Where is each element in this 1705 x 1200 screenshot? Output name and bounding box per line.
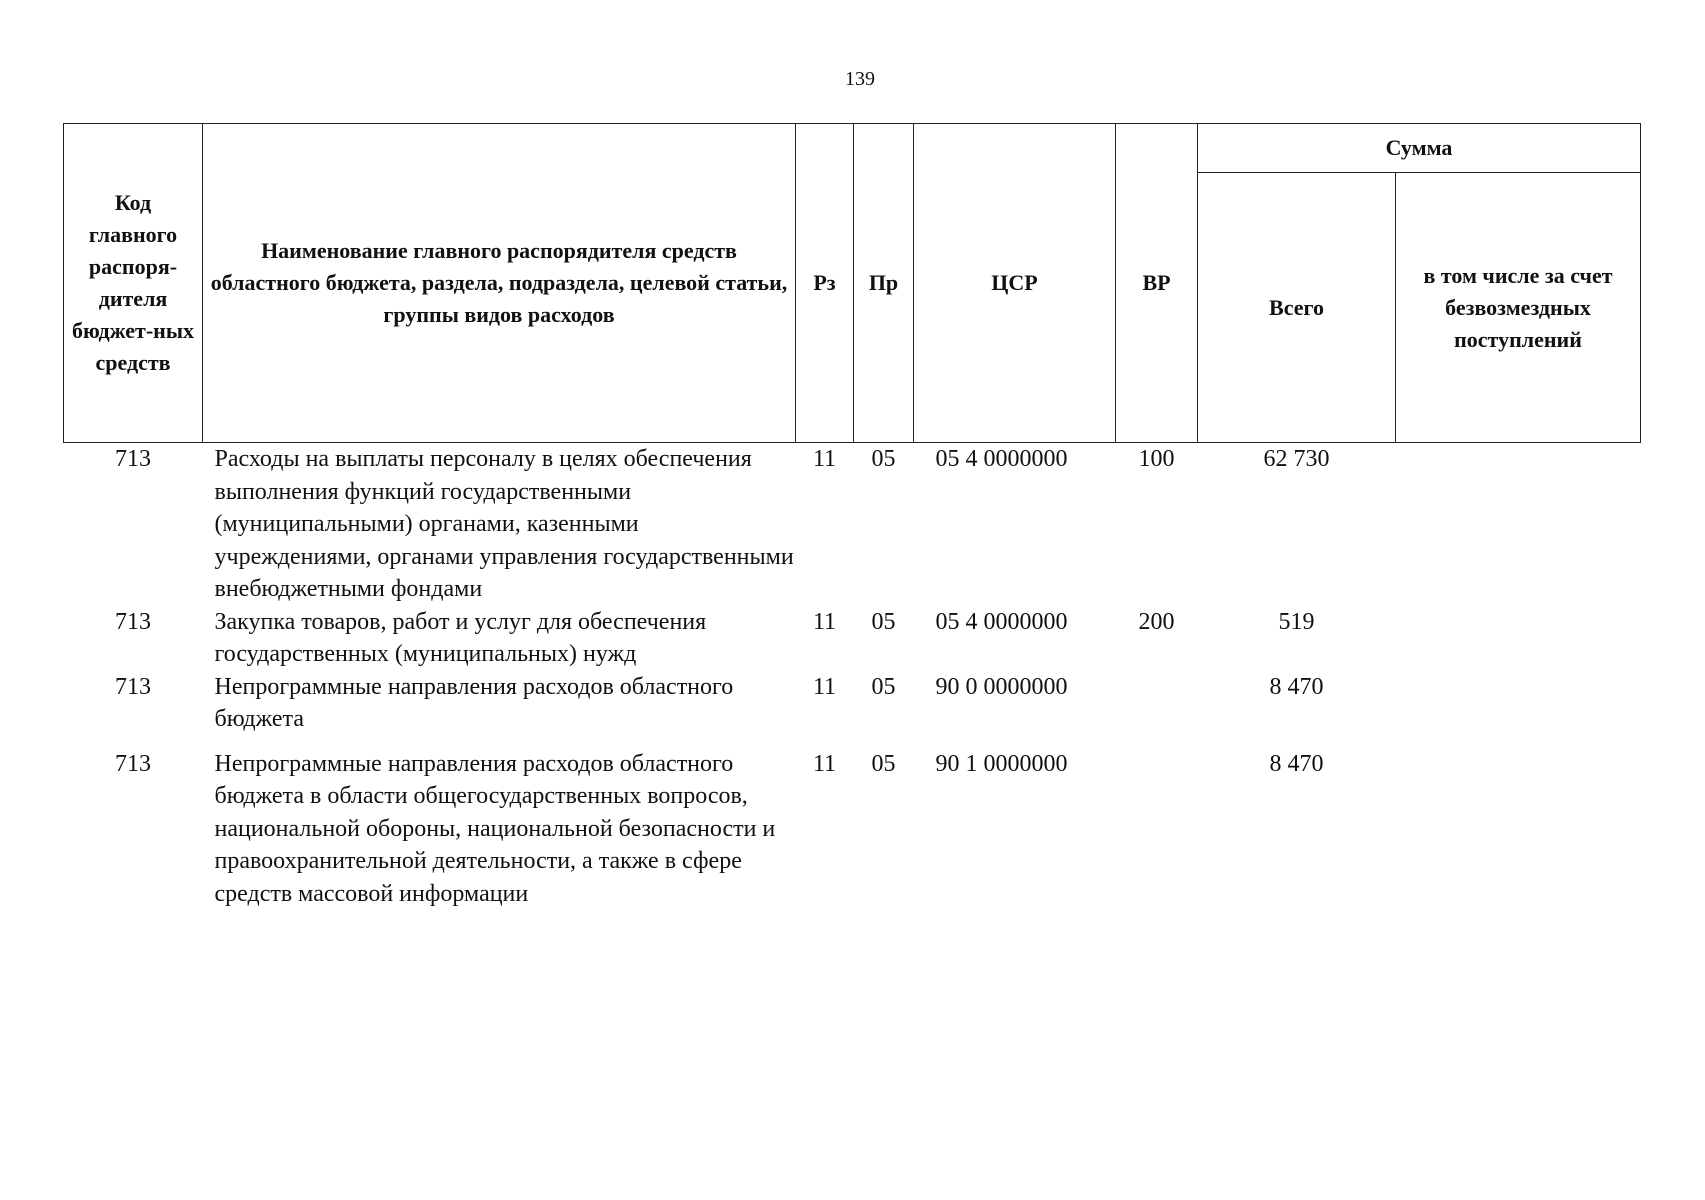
table-header <box>64 124 1641 443</box>
header-rz: Рз <box>796 124 854 443</box>
cell-rz: 11 <box>812 750 837 777</box>
cell-incl <box>1396 443 1641 606</box>
cell-vr: 100 <box>1138 446 1175 472</box>
table-row <box>64 443 1641 606</box>
cell-incl <box>1396 736 1641 911</box>
cell-vr <box>1116 671 1198 736</box>
cell-vr <box>1116 736 1198 911</box>
header-total: Всего <box>1198 173 1396 443</box>
header-name: Наименование главного распорядителя средств областного бюджета, раздела, подраздела, целевой статьи, группы видов расходов <box>203 124 796 443</box>
cell-total: 8 470 <box>1269 750 1324 777</box>
cell-name: Закупка товаров, работ и услуг для обеспечения государственных (муниципальных) нужд <box>214 608 707 667</box>
table-row <box>64 671 1641 736</box>
cell-code: 713 <box>115 608 151 635</box>
header-incl: в том числе за счет безвозмездных поступлений <box>1396 173 1641 443</box>
cell-rz: 11 <box>812 673 837 700</box>
cell-rz: 11 <box>812 608 837 635</box>
cell-incl <box>1396 606 1641 671</box>
header-pr: Пр <box>854 124 914 443</box>
cell-incl <box>1396 671 1641 736</box>
cell-code: 713 <box>115 446 151 472</box>
cell-vr: 200 <box>1138 608 1175 635</box>
cell-csr: 05 4 0000000 <box>935 608 1068 635</box>
budget-table <box>63 123 1641 910</box>
table-row <box>64 736 1641 911</box>
cell-total: 62 730 <box>1263 446 1330 472</box>
cell-name: Непрограммные направления расходов областного бюджета в области общегосударственных вопросов, национальной обороны, национальной безопасности и правоохранительной деятельности, а также в сфере средств массовой информации <box>214 750 776 907</box>
cell-name: Непрограммные направления расходов областного бюджета <box>214 673 734 732</box>
table-body <box>64 443 1641 911</box>
cell-total: 519 <box>1278 608 1315 635</box>
cell-total: 8 470 <box>1269 673 1324 700</box>
cell-pr: 05 <box>871 446 896 472</box>
cell-pr: 05 <box>871 608 896 635</box>
cell-pr: 05 <box>871 750 896 777</box>
header-code: Код главного распоря-дителя бюджет-ных средств <box>64 124 203 443</box>
header-csr: ЦСР <box>914 124 1116 443</box>
cell-pr: 05 <box>871 673 896 700</box>
header-vr: ВР <box>1116 124 1198 443</box>
table-row <box>64 606 1641 671</box>
page-number: 139 <box>845 68 875 90</box>
cell-csr: 90 0 0000000 <box>935 673 1068 700</box>
cell-csr: 05 4 0000000 <box>935 446 1068 472</box>
cell-csr: 90 1 0000000 <box>935 750 1068 777</box>
cell-code: 713 <box>115 750 151 777</box>
cell-rz: 11 <box>812 446 837 472</box>
cell-code: 713 <box>115 673 151 700</box>
cell-name: Расходы на выплаты персоналу в целях обеспечения выполнения функций государственными (муниципальными) органами, казенными учреждениями, органами управления государственными внебюджетными фондами <box>214 446 794 602</box>
header-sum: Сумма <box>1198 124 1641 173</box>
